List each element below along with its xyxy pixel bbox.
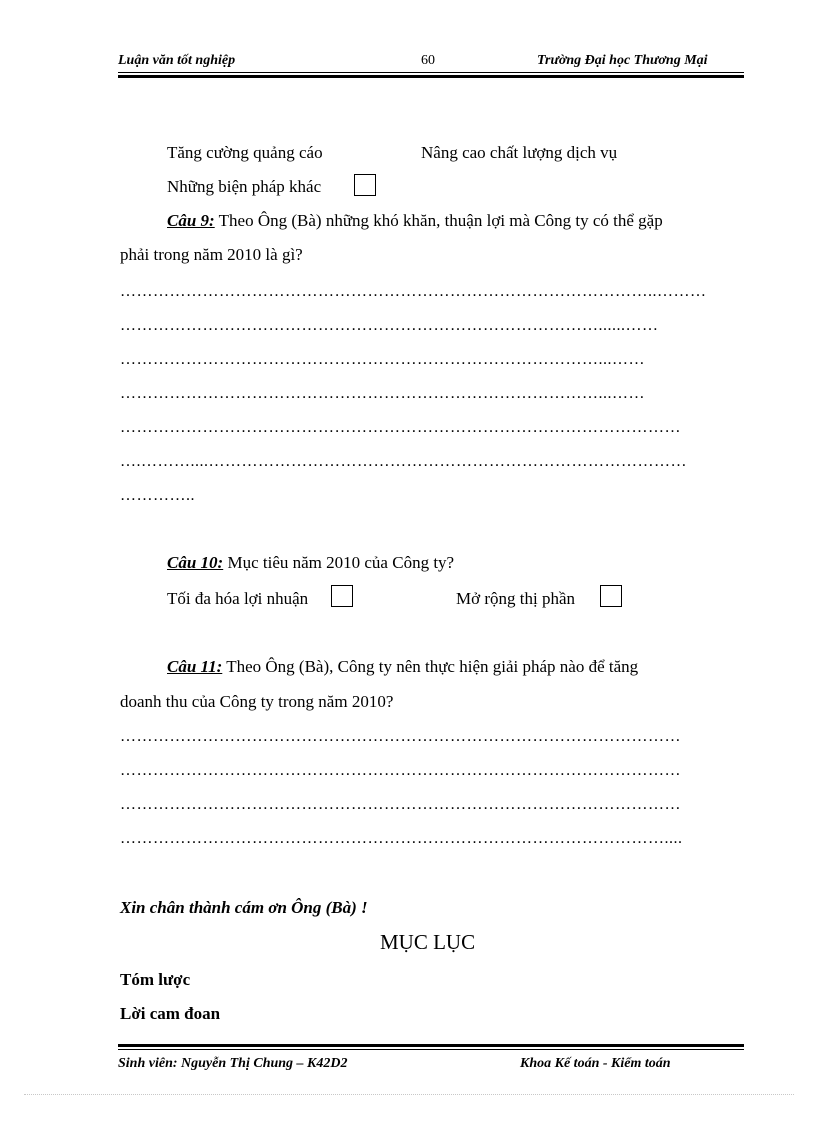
q8-other-checkbox[interactable] xyxy=(354,174,376,196)
q9-line2: phải trong năm 2010 là gì? xyxy=(120,245,303,264)
q9-answer-line[interactable]: ……………………………………………………………………………...…… xyxy=(120,351,645,368)
toc-item-declaration: Lời cam đoan xyxy=(120,1004,221,1023)
q9-answer-line[interactable]: ……………………………………………………………………………......…… xyxy=(120,317,659,334)
q10-line xyxy=(167,553,454,573)
q10-profit-checkbox[interactable] xyxy=(331,585,353,607)
header-page-number: 60 xyxy=(421,53,435,68)
q11-answer-line[interactable]: ………………………………………………………………………………………… xyxy=(120,728,681,745)
q9-answer-line[interactable]: ………………………………………………………………………………………… xyxy=(120,419,681,436)
q10-option-profit: Tối đa hóa lợi nhuận xyxy=(167,589,309,608)
header-rule-thick xyxy=(118,75,744,78)
q8-option-advertising: Tăng cường quảng cáo xyxy=(167,143,323,162)
q11-text: Theo Ông (Bà), Công ty nên thực hiện giải pháp nào để tăng xyxy=(222,657,639,676)
thanks-note: Xin chân thành cám ơn Ông (Bà) ! xyxy=(120,898,368,917)
q11-answer-line[interactable]: ……………………………………………………………………………………….... xyxy=(120,830,683,847)
q10-text: Mục tiêu năm 2010 của Công ty? xyxy=(223,553,455,572)
q10-market-share-checkbox[interactable] xyxy=(600,585,622,607)
toc-item-summary: Tóm lược xyxy=(120,970,191,989)
footer-left: Sinh viên: Nguyễn Thị Chung – K42D2 xyxy=(118,1056,348,1071)
header-rule-thin xyxy=(118,72,744,73)
page-bottom-divider xyxy=(24,1094,794,1095)
q10-option-market-share: Mở rộng thị phần xyxy=(456,589,576,608)
q11-line1 xyxy=(167,657,638,677)
q9-answer-line[interactable]: ……………………………………………………………………………………..……… xyxy=(120,283,707,300)
q11-label: Câu 11: xyxy=(167,657,223,676)
q9-text: Theo Ông (Bà) những khó khăn, thuận lợi mà Công ty có thể gặp xyxy=(214,211,663,230)
q10-label: Câu 10: xyxy=(167,553,224,572)
toc-title: MỤC LỤC xyxy=(380,930,476,954)
q9-answer-line[interactable]: ……………………………………………………………………………...…… xyxy=(120,385,645,402)
header-right: Trường Đại học Thương Mại xyxy=(537,53,708,68)
footer-right: Khoa Kế toán - Kiểm toán xyxy=(520,1056,671,1071)
q8-option-other: Những biện pháp khác xyxy=(167,177,322,196)
q11-answer-line[interactable]: ………………………………………………………………………………………… xyxy=(120,762,681,779)
footer-rule-thick xyxy=(118,1044,744,1047)
q8-option-service-quality: Nâng cao chất lượng dịch vụ xyxy=(421,143,618,162)
q9-line1 xyxy=(167,211,663,231)
q9-answer-line[interactable]: ….………....…………………………………………………………………………… xyxy=(120,453,687,470)
q9-label: Câu 9: xyxy=(167,211,215,230)
q11-answer-line[interactable]: ………………………………………………………………………………………… xyxy=(120,796,681,813)
q9-answer-line[interactable]: ………….. xyxy=(120,487,195,504)
q11-line2: doanh thu của Công ty trong năm 2010? xyxy=(120,692,394,711)
footer-rule-thin xyxy=(118,1049,744,1050)
header-left: Luận văn tốt nghiệp xyxy=(118,53,236,68)
